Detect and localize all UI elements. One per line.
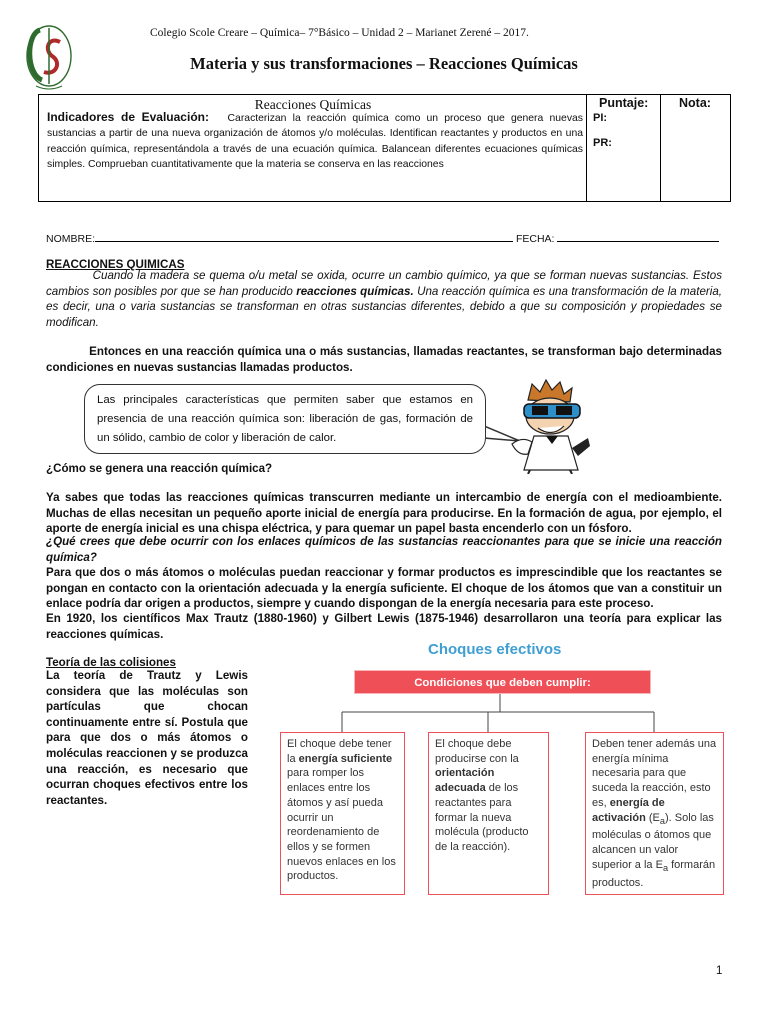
card1-bold: energía suficiente [298,752,393,765]
date-field[interactable] [557,231,719,242]
bubble-text: Las principales características que permiten saber que estamos en presencia de una reacción química son: liberación de gas, formación de un sólido, cambio de color y liberación de calor. [97,394,473,444]
page-title: Materia y sus transformaciones – Reacciones Químicas [190,54,578,73]
history-paragraph: En 1920, los científicos Max Trautz (1880-1960) y Gilbert Lewis (1875-1946) desarrollaron una teoría para explicar las reacciones químicas. [46,612,722,641]
card2-text-c: de los reactantes para formar la nueva molécula (producto de la reacción). [435,782,529,853]
indicators-body: Caracterizan la reacción química como un proceso que genera nuevas sustancias a partir de una nueva organización de átomos y/o moléculas. Identifican reactantes y productos en una reacción química, representándola a través de una ecuación química. Balancean diferentes ecuaciones químicas simples. Comprueban cuantitativamente que la materia se conserva en las reacciones [47,113,583,170]
question-heading: ¿Cómo se genera una reacción química? [46,462,273,475]
collision-theory-heading: Teoría de las colisiones [46,656,176,669]
card3-sub1: a [659,815,665,826]
conditions-bar: Condiciones que deben cumplir: [354,670,651,694]
card3-text-d: ). Solo las moléculas o átomos que alcancen un valor superior a la E [592,811,714,871]
diagram-connectors [280,638,736,738]
scientist-cartoon-icon [508,378,594,474]
intro-text-a: Cuando la madera se quema o/u metal se oxida, ocurre un cambio químico, ya que se forman nuevas sustancias. Estos cambios son posibles por que se han producido [46,269,723,298]
section-heading-reacciones: REACCIONES QUIMICAS [46,258,185,271]
reactants-text: Entonces en una reacción química una o más sustancias, llamadas reactantes, se transforman bajo determinadas condiciones en nuevas sustancias llamadas [46,345,722,374]
contact-paragraph: Para que dos o más átomos o moléculas puedan reaccionar y formar productos es imprescindible que los reactantes se pongan en contacto con la orientación adecuada y la energía suficiente. El choque de los átomos que van a constituir un enlace podría dar origen a productos, siempre y cuando dispongan de la energía necesaria para este proceso. [46,566,722,611]
condition-card-orientation [428,732,549,895]
collision-theory-body: La teoría de Trautz y Lewis considera que las moléculas son partículas que chocan continuamente entre sí. Postula que para que dos o más átomos o moléculas reaccionen y se produzca una reacción, es necesario que ocurran choques efectivos entre los reactantes. [46,669,248,807]
condition-card-activation [585,732,724,895]
name-date-line [46,231,719,245]
name-label: NOMBRE: [46,233,96,245]
pi-label: PI: [593,112,608,124]
page-number: 1 [716,965,723,977]
intro-text-bold: reacciones químicas. [296,284,414,298]
card1-text-c: para romper los enlaces entre los átomos y así pueda ocurrir un reordenamiento de ellos y se formen nuevos enlaces en los productos. [287,767,396,883]
speech-bubble [84,384,486,454]
indicators-label: Indicadores de Evaluación: [47,110,209,124]
question-paragraph: ¿Qué crees que debe ocurrir con los enlaces químicos de las sustancias reaccionantes para que se inicie una reacción química? [46,535,722,564]
card2-bold: orientación adecuada [435,767,495,795]
products-word: productos. [292,360,353,374]
condition-card-energy [280,732,405,895]
date-label: FECHA: [515,233,555,245]
intro-text-c: Una reacción química es una transformación de la materia, es decir, una o varia sustancias se transforman en otras sustancias diferentes, debido a que su composición y propiedades se modifican. [46,284,722,329]
card3-text-a: Deben tener además una energía mínima necesaria para que suceda la reacción, esto es, [592,738,717,809]
energy-paragraph: Ya sabes que todas las reacciones químicas transcurren mediante un intercambio de energía con el medioambiente. Muchas de ellas necesitan un pequeño aporte inicial de energía para producirse. En la formación de agua, por ejemplo, el aporte de energía inicial es una chispa eléctrica, y para quemar un papel basta encenderlo con un fósforo. [46,491,722,536]
card3-text-c: (E [645,811,660,824]
card3-bold: energía de activación [592,796,665,824]
school-header: Colegio Scole Creare – Química– 7°Básico – Unidad 2 – Marianet Zerené – 2017. [150,27,529,39]
box-title: Reacciones Químicas [254,97,372,112]
indicators-text [47,110,583,172]
name-field[interactable] [95,231,513,242]
evaluation-box [38,94,731,202]
card3-sub2: a [662,863,669,873]
card2-text-a: El choque debe producirse con la [435,738,519,765]
intro-paragraph [46,268,722,330]
nota-label: Nota: [679,96,711,110]
pr-label: PR: [593,137,612,149]
effective-collisions-diagram [280,638,736,896]
card3-text-e: formarán productos. [592,858,716,889]
card1-text-a: El choque debe tener la [287,738,392,765]
diagram-title: Choques efectivos [428,641,562,658]
puntaje-label: Puntaje: [599,96,649,110]
reactants-paragraph [46,344,722,375]
